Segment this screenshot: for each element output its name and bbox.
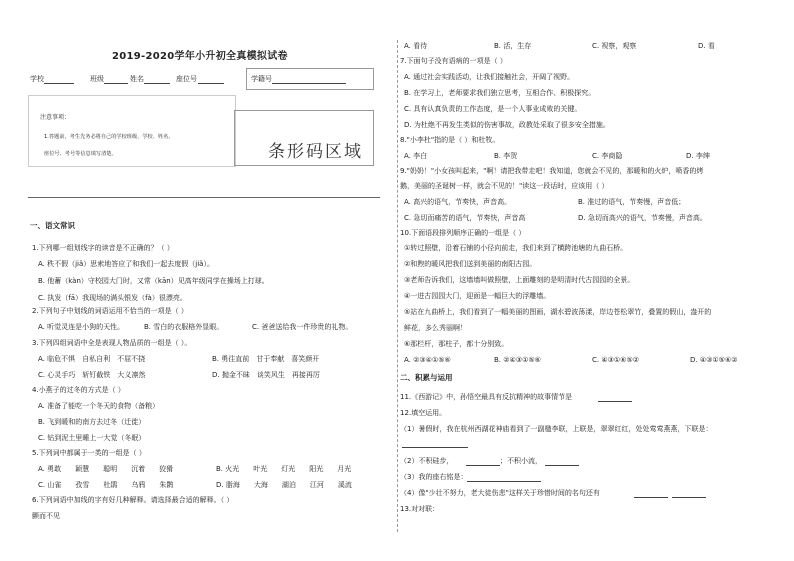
q5-option-b[interactable]: B. 火光 叶光 灯光 阳光 月光 <box>216 465 352 473</box>
header-separator <box>28 197 380 198</box>
q12-part-2-blank-1[interactable] <box>466 458 500 466</box>
q10-sentence-5: ⑤站在九曲桥上，我们看到了一幅美丽的图画，湖水碧波荡漾，岸边苍松翠竹，叠置的假山，盎开的 <box>404 308 712 316</box>
q1-option-c[interactable]: C. 执发（fā）我现场的满头银发（fà）很漂亮。 <box>38 294 187 302</box>
q12-part-3-blank[interactable] <box>467 474 541 482</box>
q10-sentence-3: ③老师告诉我们，这墙墙叫做照壁，上面雕刻的是明清时代古园园的全景。 <box>404 276 635 284</box>
q12-part-2-b: ；不积小流， <box>500 457 542 465</box>
question-7: 7.下面句子没有语病的一项是（ ） <box>400 57 507 65</box>
q6-option-b[interactable]: B. 活，生存 <box>494 42 532 50</box>
q8-option-c[interactable]: C. 李商隐 <box>592 152 623 160</box>
exam-title: 2019-2020学年小升初全真模拟试卷 <box>112 51 288 62</box>
info-class-blank[interactable] <box>104 76 128 84</box>
q10-sentence-4: ④一进古园园大门，迎面是一幅巨大的浮雕墙。 <box>404 292 551 300</box>
question-6: 6.下列词语中加线的字有好几种解释。请选择最合适的解释。（ ） <box>32 496 234 504</box>
q5-option-d[interactable]: D. 脂海 大海 湖泊 江河 溪流 <box>216 481 352 489</box>
info-seat-blank[interactable] <box>198 76 224 84</box>
q12-part-4: （4）像"少壮不努力，老大徒伤悲"这样关于珍惜时间的名句还有 <box>400 489 600 497</box>
notice-title: 注意事项： <box>40 114 71 121</box>
info-class-label: 班级 <box>90 75 104 83</box>
info-name-blank[interactable] <box>144 76 170 84</box>
q6-option-a[interactable]: A. 看待 <box>404 42 428 50</box>
q10-sentence-6: ⑥那栏杆，那柱子，都十分别致。 <box>404 340 509 348</box>
q9-option-b[interactable]: B. 准过的语气，节奏慢，声音低； <box>578 198 686 206</box>
q7-option-c[interactable]: C. 具有认真负责的工作态度，是一个人事业成败的关键。 <box>404 105 582 113</box>
q12-part-3: （3）我的座右铭是： <box>400 473 468 481</box>
info-school-label: 学校 <box>30 75 44 83</box>
q5-option-a[interactable]: A. 勇敢 颖慧 聪明 沉着 狡猾 <box>38 465 174 473</box>
q10-option-c[interactable]: C. ④③①⑥⑤② <box>592 356 639 364</box>
barcode-label: 条形码区域 <box>268 142 363 162</box>
q5-option-c[interactable]: C. 山雀 孜雪 杜鹃 乌鸦 朱鹮 <box>38 481 174 489</box>
question-10: 10.下面语段排列顺序正确的一组是（ ） <box>400 229 526 237</box>
info-seat-label: 座位号 <box>176 75 197 83</box>
q1-option-b[interactable]: B. 他蓄（kàn）守校园大门时，又常（kān）见高年级同学在操场上打球。 <box>38 277 269 285</box>
question-9-line-2: 鹅，美丽的圣诞树一样，就会不见的！"读这一段话时，应该用（ ） <box>400 182 609 190</box>
notice-line-2: 座位号、考号等信息填写清楚。 <box>44 151 117 157</box>
q12-part-1: （1）暑假时，我在杭州西湖花神庙看到了一副楹李联，上联是，翠翠红红，处处莺莺燕燕，下联是： <box>400 425 713 433</box>
q2-option-c[interactable]: C. 爸爸送给我一件珍贵的礼物。 <box>252 323 353 331</box>
q9-option-c[interactable]: C. 急切而痛苦的语气，节奏快，声音高 <box>404 214 526 222</box>
question-1: 1.下列哪一组划线字的读音是不正确的？（ ） <box>32 244 174 252</box>
q9-option-d[interactable]: D. 急切而高兴的语气，节奏慢，声音高。 <box>578 214 707 222</box>
q3-option-b[interactable]: B. 勇往直前 甘于奉献 喜笑颜开 <box>212 355 320 363</box>
q4-option-b[interactable]: B. 飞到暖和的南方去过冬（迁徙） <box>38 418 146 426</box>
question-4: 4.小燕子的过冬的方式是（ ） <box>32 386 125 394</box>
section-1-heading: 一、语文常识 <box>30 221 75 230</box>
q10-option-a[interactable]: A. ②③④①⑤⑥ <box>404 356 451 364</box>
notice-line-1: 1.答题前，考生先务必将自己的学校班级、学校、姓名、 <box>44 134 174 140</box>
question-5: 5.下列词中都属于一类的一组是（ ） <box>32 449 146 457</box>
q3-option-d[interactable]: D. 抛金不昧 谈笑风生 再接再厉 <box>212 371 320 379</box>
info-school-blank[interactable] <box>44 76 74 84</box>
question-13: 13.对对联： <box>400 505 440 513</box>
q12-part-1-blank[interactable] <box>402 440 468 448</box>
q11-answer-blank[interactable] <box>598 394 632 402</box>
q8-option-b[interactable]: B. 李贺 <box>494 152 518 160</box>
q10-sentence-1: ①转过照壁，沿着石铺的小径向前走，我们来到了横跨池塘的九曲石桥。 <box>404 244 628 252</box>
q2-option-b[interactable]: B. 雪白的衣服格外显眼。 <box>144 323 224 331</box>
q3-option-a[interactable]: A. 临危不惧 自私自利 不屈不挠 <box>38 355 146 363</box>
q6-option-d[interactable]: D. 看 <box>698 42 715 50</box>
question-8: 8."小李杜"指的是（ ）和杜牧。 <box>400 136 500 144</box>
q10-sentence-5-cont: 鲜花，多么秀丽啊！ <box>404 324 467 332</box>
column-divider <box>397 40 398 532</box>
q7-option-a[interactable]: A. 通过社会实践活动，让我们接触社会，开阔了视野。 <box>404 73 575 81</box>
q10-option-b[interactable]: B. ②④③①⑤⑥ <box>494 356 541 364</box>
q10-option-d[interactable]: D. ④③①⑤⑥② <box>690 356 738 364</box>
question-2: 2.下列句子中划线的词语运用不恰当的一项是（ ） <box>32 307 188 315</box>
question-3: 3.下列四组词语中全是表现人物品质的一组是（ ）。 <box>32 339 192 347</box>
q9-option-a[interactable]: A. 高兴的语气，节奏快，声音高。 <box>404 198 512 206</box>
q10-sentence-2: ②和煦的暖风把我们送到美丽的南阳古园。 <box>404 260 537 268</box>
q7-option-d[interactable]: D. 为杜绝不再发生类似的伤害事故，政教处采取了很多安全措施。 <box>404 121 610 129</box>
q4-option-a[interactable]: A. 准备了能吃一个冬天的食物（备粮） <box>38 402 160 410</box>
q8-option-d[interactable]: D. 李绅 <box>686 152 710 160</box>
info-name-label: 姓名 <box>130 75 144 83</box>
section-2-heading: 二、积累与运用 <box>400 373 453 382</box>
q12-part-2-blank-2[interactable] <box>545 458 579 466</box>
q2-option-a[interactable]: A. 听觉灵连是小狗的天性。 <box>38 323 125 331</box>
q6-option-c[interactable]: C. 视察，观察 <box>592 42 637 50</box>
question-12: 12.填空运用。 <box>400 409 447 417</box>
question-9-line-1: 9."奶奶！"小女孩叫起来，"啊！请把我带走吧！我知道，您就会不见的，那暖和的火炉，喷香的烤 <box>400 167 704 175</box>
q12-part-4-blank-1[interactable] <box>634 490 668 498</box>
q7-option-b[interactable]: B. 在学习上，老师要求我们独立思考，互相合作、积极探究。 <box>404 89 596 97</box>
q12-part-2-a: （2）不积硅步， <box>400 457 454 465</box>
student-number-label: 学籍号 <box>251 75 272 83</box>
q3-option-c[interactable]: C. 心灵手巧 斩钉截铁 大义凛然 <box>38 371 146 379</box>
q4-option-c[interactable]: C. 钻到泥土里睡上一大觉（冬眠） <box>38 434 146 442</box>
student-number-blank[interactable] <box>272 76 346 84</box>
q8-option-a[interactable]: A. 李白 <box>404 152 428 160</box>
q12-part-4-blank-2[interactable] <box>672 490 706 498</box>
q6-phrase: 颤而不见 <box>32 512 60 520</box>
question-11: 11.《西游记》中，孙悟空最具有反抗精神的故事情节是 <box>400 393 573 401</box>
q1-option-a[interactable]: A. 秩不假（jiǎ）思索地答应了和我们一起去度假（jiǎ）。 <box>38 260 214 268</box>
